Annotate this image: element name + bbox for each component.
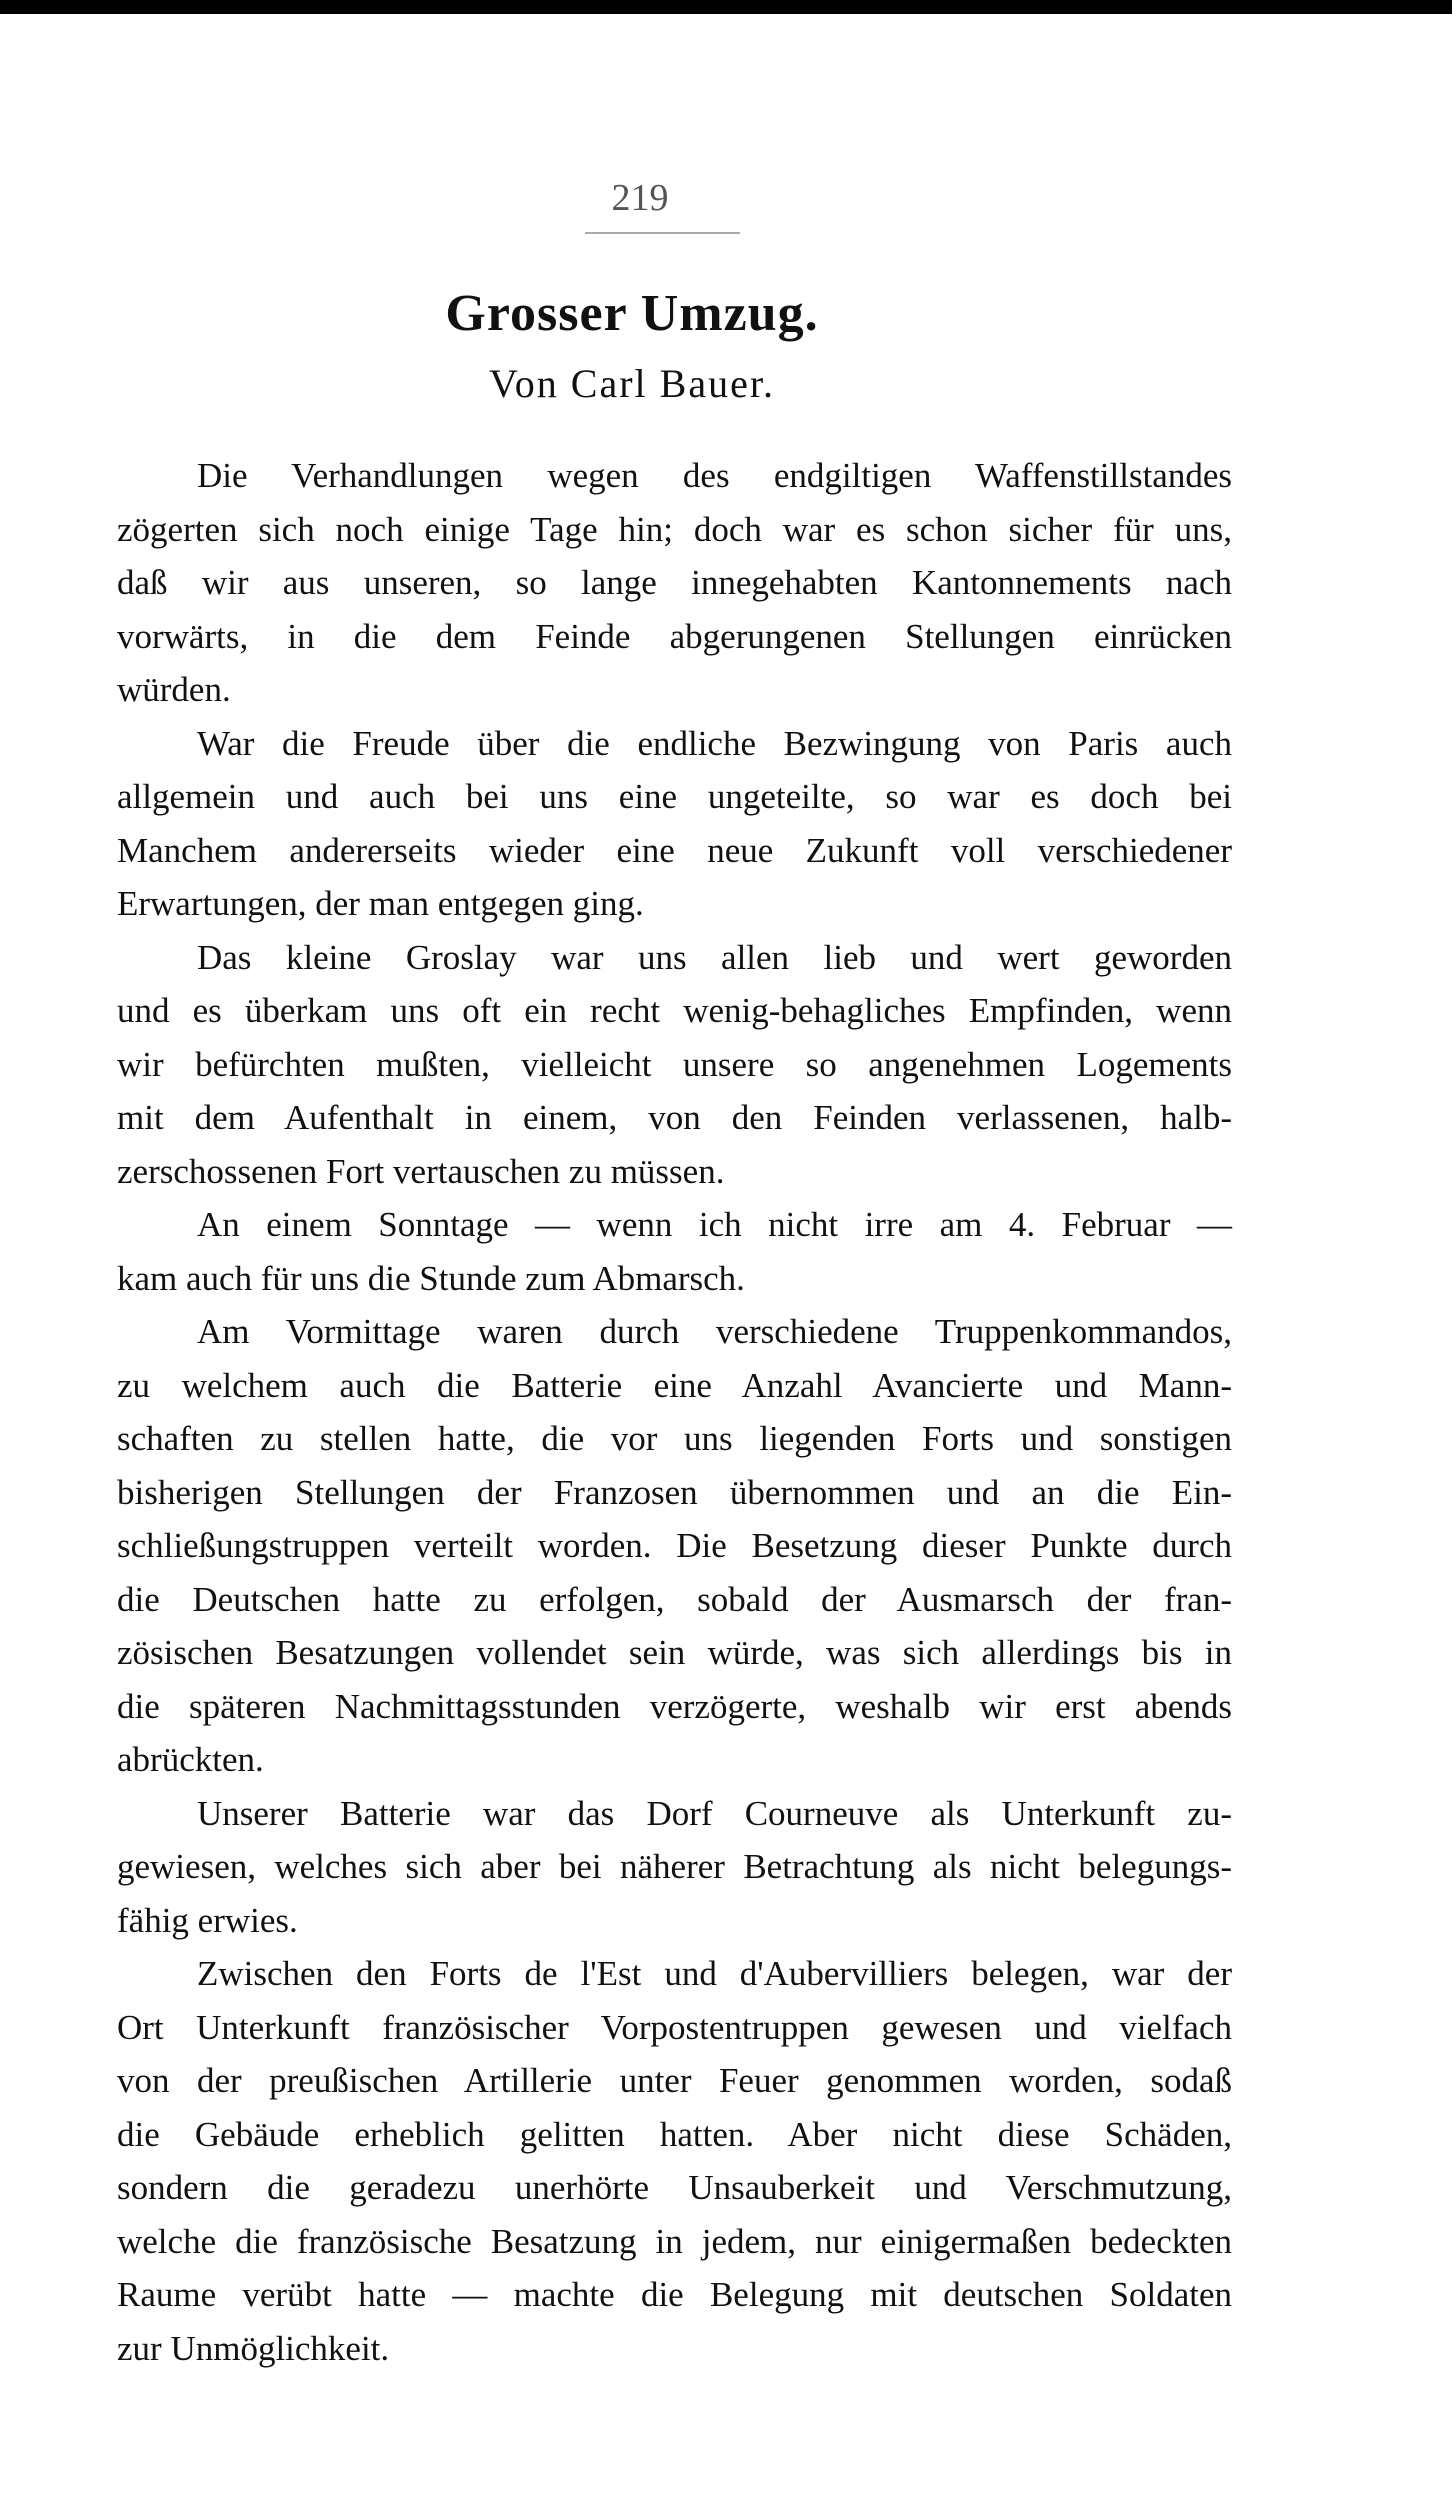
paragraph — [117, 1305, 1232, 1787]
text-line: zögerten sich noch einige Tage hin; doch war es schon sicher für uns, — [117, 509, 1232, 549]
text-line: fähig erwies. — [117, 1900, 298, 1940]
paragraph — [117, 449, 1232, 717]
text-line: abrückten. — [117, 1740, 264, 1779]
text-line: zerschossenen Fort vertauschen zu müssen. — [117, 1151, 725, 1191]
text-line: sondern die geradezu unerhörte Unsauberkeit und Verschmutzung, — [117, 2168, 1232, 2207]
text-line: vorwärts, in die dem Feinde abgerungenen Stellungen einrücken — [117, 616, 1232, 656]
text-line: von der preußischen Artillerie unter Feuer genommen worden, sodaß — [117, 2061, 1232, 2100]
text-line: Erwartungen, der man entgegen ging. — [117, 884, 644, 923]
text-line: zösischen Besatzungen vollendet sein würde, was sich allerdings bis in — [117, 1633, 1232, 1672]
page-number-rule — [585, 232, 740, 234]
text-line: daß wir aus unseren, so lange innegehabten Kantonnements nach — [117, 563, 1232, 602]
chapter-title: Grosser Umzug. — [445, 285, 819, 342]
text-line: wir befürchten mußten, vielleicht unsere so angenehmen Logements — [117, 1044, 1232, 1084]
text-line: die späteren Nachmittagsstunden verzögerte, weshalb wir erst abends — [117, 1686, 1232, 1726]
text-line: die Deutschen hatte zu erfolgen, sobald der Ausmarsch der fran- — [117, 1579, 1232, 1619]
text-line: Das kleine Groslay war uns allen lieb und wert geworden — [197, 937, 1232, 977]
text-line: welche die französische Besatzung in jedem, nur einigermaßen bedeckten — [117, 2221, 1232, 2261]
text-line: würden. — [117, 670, 231, 709]
text-line: An einem Sonntage — wenn ich nicht irre am 4. Februar — — [197, 1205, 1232, 1244]
byline: Von Carl Bauer. — [489, 361, 775, 406]
text-line: schaften zu stellen hatte, die vor uns liegenden Forts und sonstigen — [117, 1419, 1232, 1458]
text-line: und es überkam uns oft ein recht wenig-behagliches Empfinden, wenn — [117, 991, 1232, 1030]
paragraph — [117, 1947, 1232, 2375]
paragraph — [117, 1198, 1232, 1305]
text-line: bisherigen Stellungen der Franzosen übernommen und an die Ein- — [117, 1472, 1232, 1512]
text-line: Zwischen den Forts de l'Est und d'Aubervilliers belegen, war der — [197, 1954, 1232, 1993]
text-line: zur Unmöglichkeit. — [117, 2328, 390, 2368]
text-line: Am Vormittage waren durch verschiedene Truppenkommandos, — [197, 1312, 1232, 1351]
text-line: allgemein und auch bei uns eine ungeteilte, so war es doch bei — [117, 777, 1232, 816]
text-line: Die Verhandlungen wegen des endgiltigen Waffenstillstandes — [197, 456, 1232, 495]
text-line: Manchem andererseits wieder eine neue Zukunft voll verschiedener — [117, 830, 1232, 870]
paragraph — [117, 931, 1232, 1199]
text-line: gewiesen, welches sich aber bei näherer Betrachtung als nicht belegungs- — [117, 1847, 1232, 1886]
text-line: Unserer Batterie war das Dorf Courneuve als Unterkunft zu- — [197, 1793, 1232, 1833]
text-line: die Gebäude erheblich gelitten hatten. Aber nicht diese Schäden, — [117, 2114, 1232, 2154]
text-line: zu welchem auch die Batterie eine Anzahl Avancierte und Mann- — [117, 1365, 1232, 1405]
paragraph — [117, 717, 1232, 931]
paragraph — [117, 1787, 1232, 1948]
text-line: War die Freude über die endliche Bezwingung von Paris auch — [197, 723, 1232, 763]
text-line: mit dem Aufenthalt in einem, von den Feinden verlassenen, halb- — [117, 1098, 1232, 1137]
scan-top-border — [0, 0, 1452, 14]
text-line: Raume verübt hatte — machte die Belegung mit deutschen Soldaten — [117, 2275, 1232, 2314]
text-line: kam auch für uns die Stunde zum Abmarsch. — [117, 1258, 745, 1298]
text-line: Ort Unterkunft französischer Vorpostentruppen gewesen und vielfach — [117, 2007, 1232, 2047]
text-line: schließungstruppen verteilt worden. Die Besetzung dieser Punkte durch — [117, 1526, 1232, 1565]
page-number: 219 — [611, 177, 669, 219]
body-text — [117, 449, 1232, 2375]
